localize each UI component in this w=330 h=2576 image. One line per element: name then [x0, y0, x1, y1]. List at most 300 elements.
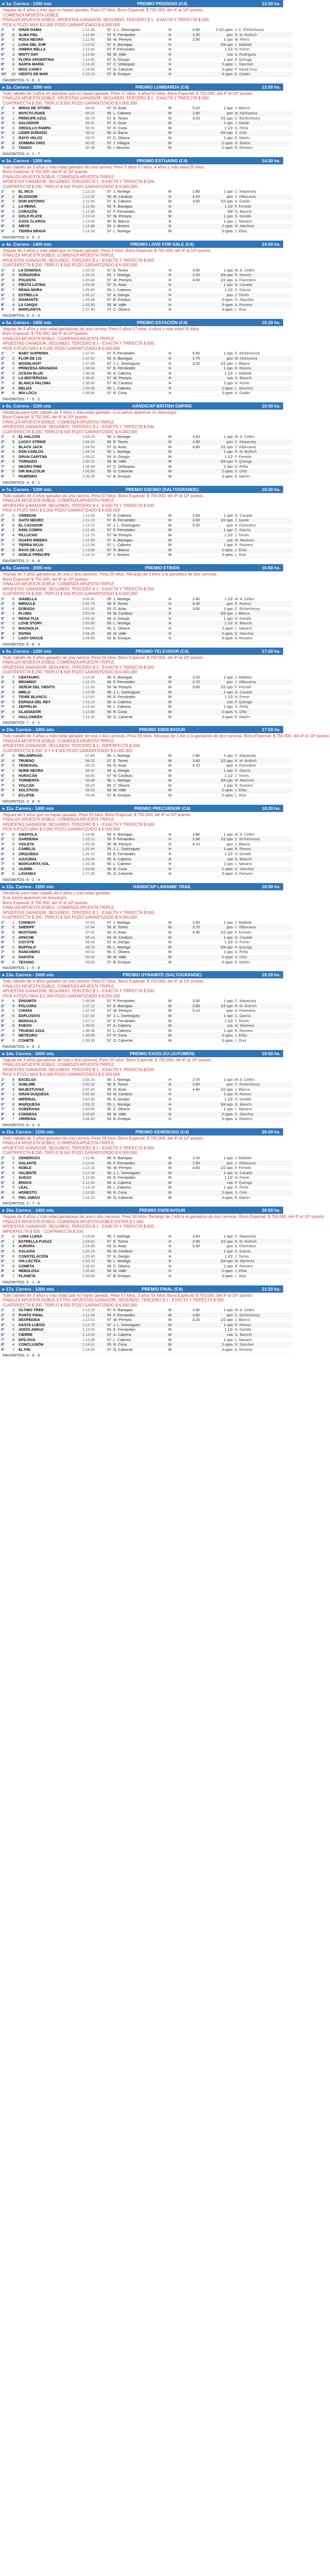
result-cell: M	[166, 199, 174, 205]
result-cell: 55	[96, 205, 112, 210]
result-row	[0, 1259, 292, 1264]
race-name: HÁNDICAP LARAMIE TRAIL	[133, 884, 192, 889]
result-cell: 55	[96, 837, 112, 842]
result-cell: 1 cpo	[201, 847, 234, 852]
result-cell: H	[166, 1087, 174, 1092]
result-cell: 6º	[0, 1259, 9, 1264]
result-cell: 1º	[0, 921, 9, 925]
result-cell: pzo	[201, 293, 234, 298]
result-cell: HASTA LUEGO	[18, 1323, 73, 1328]
result-cell: 1	[9, 283, 18, 288]
result-cell: M	[166, 680, 174, 685]
result-cell: 1:14.10	[73, 553, 96, 558]
result-cell: 56	[96, 685, 112, 690]
result-cell: L. Noriega	[112, 945, 166, 950]
result-cell: LA DOMADA	[18, 268, 73, 273]
result-row	[0, 136, 292, 141]
result-cell: 1:27.40	[73, 308, 96, 313]
result-cell	[174, 543, 201, 548]
race-conditions	[0, 1057, 283, 1078]
result-cell: F. Fernandes	[112, 1161, 166, 1166]
result-cell: F. Ferriolo	[234, 930, 292, 936]
result-cell	[174, 52, 201, 57]
result-cell: 7	[9, 351, 18, 356]
result-cell: D. Sánchez	[234, 298, 292, 303]
result-cell: A. Giorgis	[112, 768, 166, 773]
result-cell: J. L. Dominguez	[112, 690, 166, 695]
result-cell: R. Coria	[112, 1343, 166, 1348]
result-cell: M	[166, 523, 174, 528]
result-cell: D. Peña	[234, 126, 292, 131]
result-cell: 2 cpos	[201, 141, 234, 146]
result-cell: 2º	[0, 357, 9, 362]
result-cell: GOLD PLATE	[18, 214, 73, 219]
result-cell: M	[166, 960, 174, 965]
result-cell: M	[166, 533, 174, 538]
result-cell: 8º	[0, 1191, 9, 1196]
result-cell: 56	[96, 778, 112, 784]
result-cell: 1:37.62	[73, 357, 96, 362]
result-cell: G. Calvente	[112, 1038, 166, 1043]
result-cell: 1:14.30	[73, 715, 96, 720]
result-cell: O. Arias	[112, 930, 166, 936]
result-cell: C. García	[234, 1249, 292, 1255]
result-cell: 4º	[0, 450, 9, 455]
results-table	[0, 268, 292, 313]
result-cell: J. L. Dominguez	[112, 1323, 166, 1328]
result-cell: 9º	[0, 960, 9, 965]
result-cell: 8º	[0, 1033, 9, 1039]
result-cell: 6º	[0, 1180, 9, 1185]
result-row	[0, 1318, 292, 1323]
result-cell: cza	[201, 700, 234, 705]
result-cell: 56	[96, 1259, 112, 1264]
race-header[interactable]	[0, 486, 283, 493]
result-cell: 9º	[0, 636, 9, 641]
condition-line: (Los pesos aparecen en descargo).	[3, 895, 67, 901]
result-cell: 56	[96, 1234, 112, 1239]
condition-line: Bono Especial: $ 750.000, del 4º al 10º puesto.	[3, 415, 89, 420]
result-cell: 57	[96, 268, 112, 273]
result-cell: 3	[9, 268, 18, 273]
result-cell: 57	[96, 190, 112, 194]
race-header[interactable]	[0, 157, 283, 164]
result-cell: 55	[96, 302, 112, 308]
condition-line: FINALIZA APUESTA DOBLE. COMIENZA APUESTA TRIPLE.	[3, 582, 115, 586]
result-row	[0, 1249, 292, 1255]
result-cell: 9º	[0, 1117, 9, 1122]
result-cell: 55	[96, 1313, 112, 1318]
result-cell: 8	[9, 758, 18, 764]
result-cell: 7	[9, 288, 18, 293]
condition-line: Todo caballo de 3 años y más edad que no hayan ganado. Peso 57 kilos, 3 años 55 kilos. Bono Especial: $ 750.000, del 4º al 10º puesto.	[3, 1293, 253, 1298]
result-cell: J. Noriega	[112, 754, 166, 758]
result-cell: 1:12.34	[73, 1171, 96, 1176]
condition-line: Todo caballo de 3 años y más edad ganador de una carrera. Peso 5 años 57 kilos, 4 años y más edad 55 kilos.	[3, 164, 205, 170]
result-cell: C. García	[234, 288, 292, 293]
result-cell: 5º	[0, 695, 9, 700]
result-row	[0, 1117, 292, 1122]
result-cell: 5.30	[174, 1244, 201, 1249]
race-header[interactable]	[0, 83, 283, 91]
result-row	[0, 205, 292, 210]
result-cell: 58	[96, 435, 112, 439]
result-cell: 56	[96, 1171, 112, 1176]
result-cell: BRAMIDO	[18, 680, 73, 685]
race-header[interactable]	[0, 402, 283, 410]
result-cell	[174, 205, 201, 210]
result-cell: C. García	[234, 1014, 292, 1019]
result-cell: 57	[96, 136, 112, 141]
result-cell: K. Banegas	[112, 1004, 166, 1009]
result-cell: 57	[96, 773, 112, 778]
result-cell: 56	[96, 1185, 112, 1191]
result-cell	[174, 872, 201, 877]
result-cell: 1:39.80	[73, 391, 96, 396]
result-cell: 1:25.40	[73, 1254, 96, 1259]
result-cell: H	[166, 626, 174, 632]
result-cell: 1/2 cpo	[201, 1166, 234, 1171]
result-cell: C. Mayansky	[234, 1234, 292, 1239]
race-header[interactable]	[0, 726, 283, 733]
result-cell: 5º	[0, 773, 9, 778]
result-cell: EL FIN	[18, 1347, 73, 1352]
result-cell: 3.40	[174, 758, 201, 764]
result-cell: 55	[96, 872, 112, 877]
result-cell	[174, 1033, 201, 1039]
result-cell: D. Sánchez	[234, 1112, 292, 1117]
result-cell: 3º	[0, 199, 9, 205]
result-cell: DON ANTONIO	[18, 199, 73, 205]
result-cell: 1 cpo	[201, 754, 234, 758]
result-cell: 8º	[0, 469, 9, 474]
result-cell: 1º	[0, 351, 9, 356]
race-conditions	[0, 164, 283, 190]
result-cell	[174, 538, 201, 543]
result-cell: E. Torres	[112, 439, 166, 445]
result-cell: 58.14	[73, 935, 96, 940]
result-cell: H	[166, 867, 174, 872]
result-cell: 9	[9, 1264, 18, 1269]
result-cell: 4	[9, 788, 18, 793]
condition-line: PICK 4 POZO MAX $ 5.000 POZO GARANTIZADO $ 6.000.000	[3, 22, 120, 27]
race-name: PREMIO GENEROSO (C4)	[135, 1129, 189, 1134]
result-cell: pzo	[201, 439, 234, 445]
result-cell: 4º	[0, 366, 9, 371]
result-cell: M. Martínez	[234, 778, 292, 784]
result-cell: 6	[9, 190, 18, 194]
results-table	[0, 1156, 292, 1200]
result-cell: M	[166, 1308, 174, 1313]
result-cell: A. Giorgis	[112, 57, 166, 62]
race-section	[0, 241, 283, 319]
result-cell: 1:05.01	[73, 454, 96, 460]
result-cell: R. Ramos	[234, 1092, 292, 1097]
result-cell: M	[166, 121, 174, 126]
result-cell: 1	[9, 205, 18, 210]
condition-line: CUATRIFECTA $ 200. TRIPLO $ 500 POZO GARANTIZADO $ 6.000.000	[3, 591, 137, 596]
result-cell: 3º	[0, 116, 9, 121]
result-cell	[174, 553, 201, 558]
favorites-line: FAVORITOS: 4 - 9 - 2	[3, 1044, 40, 1049]
result-cell: 6º	[0, 1102, 9, 1107]
result-cell: J. Blanco	[234, 612, 292, 617]
result-cell: K. Banegas	[112, 42, 166, 47]
result-cell: 6º	[0, 700, 9, 705]
result-cell: 7	[9, 1033, 18, 1039]
result-cell	[174, 695, 201, 700]
result-cell: 55	[96, 131, 112, 136]
result-cell: LUCKY STRIKE	[18, 439, 73, 445]
result-cell: 5	[9, 273, 18, 278]
result-cell: 57	[96, 1028, 112, 1033]
result-cell: 1 cpo	[201, 1234, 234, 1239]
result-cell: K. Banegas	[112, 833, 166, 837]
result-cell: 1:26.90	[73, 302, 96, 308]
result-row	[0, 788, 292, 793]
result-cell: P. Quiroga	[234, 1180, 292, 1185]
result-cell: 1	[9, 847, 18, 852]
result-cell: 1 cpo	[201, 1337, 234, 1343]
result-cell: 2 cpos	[201, 386, 234, 391]
result-cell: 1:13.14	[73, 214, 96, 219]
result-cell: J. L. Dominguez	[112, 28, 166, 32]
result-cell: 56	[96, 715, 112, 720]
result-cell: 55	[96, 833, 112, 837]
condition-line: FINALIZA APUESTA DOBLE. COMIENZA APUESTA TRIPLE.	[3, 1141, 115, 1146]
result-cell: ROSA NEGRA	[18, 38, 73, 43]
favorites-line: FAVORITOS: 7 - 4 - 1	[3, 720, 40, 725]
result-cell: C. Olivera	[112, 950, 166, 955]
result-row	[0, 783, 292, 788]
result-cell: EL CAZADOR	[18, 523, 73, 528]
race-header[interactable]	[0, 241, 283, 248]
result-cell: pzo	[201, 925, 234, 930]
result-cell: BRISA DE OTOÑO	[18, 106, 73, 111]
result-cell: M. Cardozo	[112, 1249, 166, 1255]
result-cell: H	[166, 1078, 174, 1082]
result-cell: 9	[9, 1313, 18, 1318]
result-cell: 3/4 cpo	[201, 945, 234, 950]
result-cell: 55	[96, 146, 112, 151]
result-cell: 7	[9, 219, 18, 224]
result-cell: L. Ruiz	[234, 1038, 292, 1043]
result-cell: B. Enrique	[112, 636, 166, 641]
result-cell: M. A. Cellini	[234, 833, 292, 837]
result-cell: 1	[9, 1323, 18, 1328]
result-cell: 7º	[0, 1107, 9, 1112]
result-cell: 57	[96, 47, 112, 53]
condition-line: FINALIZA APUESTA DOBLE. COMIENZA APUESTA TRIPLE.	[3, 336, 115, 341]
result-cell: 6	[9, 833, 18, 837]
result-cell: AUDAZ	[18, 1176, 73, 1181]
result-cell: 57	[96, 1254, 112, 1259]
result-cell: 5º	[0, 533, 9, 538]
result-cell: L. Cabrera	[112, 386, 166, 391]
result-cell: 8º	[0, 631, 9, 636]
result-row	[0, 700, 292, 705]
result-cell	[174, 469, 201, 474]
result-cell: H	[166, 1264, 174, 1269]
result-cell: 8º	[0, 788, 9, 793]
result-cell: M	[166, 1343, 174, 1348]
race-conditions	[0, 493, 283, 514]
result-cell: 1	[9, 921, 18, 925]
result-cell: 5º	[0, 47, 9, 53]
result-cell: AMAPOLA	[18, 833, 73, 837]
result-cell: 55	[96, 626, 112, 632]
race-header[interactable]	[0, 805, 283, 812]
result-cell	[174, 1024, 201, 1029]
result-cell: 57	[96, 999, 112, 1004]
result-cell: 56	[96, 1191, 112, 1196]
result-cell: 6º	[0, 778, 9, 784]
result-cell: S. Ortiz	[234, 469, 292, 474]
race-name: PREMIO ESTUARIO (C4)	[136, 158, 188, 163]
result-row	[0, 366, 292, 371]
result-cell: 1:12.44	[73, 1313, 96, 1318]
result-cell: 1:36.90	[73, 999, 96, 1004]
condition-line: PICK 4 POZO MAX $ 5.000 POZO GARANTIZADO $ 6.000.000	[3, 508, 120, 513]
result-cell: 3º	[0, 930, 9, 936]
result-cell: ORQUÍDEA	[18, 852, 73, 857]
condition-line: FINALIZA APUESTA DOBLE. COMIENZA APUESTA TRIPLE.	[3, 174, 115, 179]
result-cell: 1º	[0, 597, 9, 602]
favorites-line: FAVORITOS: 7 - 5 - 2	[3, 396, 40, 401]
result-cell: 1:12.46	[73, 528, 96, 533]
result-cell: M. Valle	[112, 52, 166, 57]
result-cell	[174, 1092, 201, 1097]
result-cell: M	[166, 715, 174, 720]
result-cell: 57	[96, 298, 112, 303]
race-header[interactable]	[0, 0, 283, 7]
race-header[interactable]	[0, 564, 283, 571]
result-cell: 4	[9, 680, 18, 685]
result-cell: 5º	[0, 288, 9, 293]
result-cell: M. A. Cellini	[234, 1078, 292, 1082]
condition-line: FINALIZA APUESTA DOBLE. COMIENZA APUESTA TRIPLE.	[3, 905, 115, 910]
result-cell: pzo	[201, 1161, 234, 1166]
result-cell: L. Noriega	[112, 1102, 166, 1107]
result-cell: 5	[9, 700, 18, 705]
result-cell: H	[166, 1117, 174, 1122]
result-cell: 9	[9, 690, 18, 695]
result-cell: M	[166, 685, 174, 690]
result-cell: 1	[9, 445, 18, 450]
result-cell: 58.02	[73, 758, 96, 764]
result-cell: H	[166, 224, 174, 229]
result-cell: 1:12.90	[73, 209, 96, 214]
result-cell: 2 cpos	[201, 793, 234, 798]
result-cell: J. L. Dominguez	[112, 523, 166, 528]
result-cell: S. Ortiz	[234, 131, 292, 136]
race-header[interactable]	[0, 648, 283, 655]
result-cell: K. Banegas	[112, 675, 166, 680]
result-cell: L. Ruiz	[234, 1274, 292, 1279]
result-cell	[174, 705, 201, 710]
result-cell: 9	[9, 1102, 18, 1107]
result-cell: 1 cpo	[201, 381, 234, 386]
result-cell: J. Elías	[234, 1269, 292, 1274]
condition-line: APUESTAS GANADOR, SEGUNDO, TERCERO $ 1 - EXACTA Y TRIFECTA $ 500.	[3, 425, 155, 430]
condition-line: FINALIZA APUESTA DOBLE. COMIENZA APUESTA DOBLE-EXTRA $ 1.000.	[3, 1219, 145, 1224]
result-cell: 1 cpo	[201, 283, 234, 288]
condition-line: FINALIZA APUESTA DOBLE. APUESTAS GANADOR, SEGUNDO, TERCERO $ 1 - EXACTA Y TRIFECTA $ 500.	[3, 96, 210, 101]
race-header[interactable]	[0, 1050, 283, 1057]
race-header[interactable]	[0, 319, 283, 326]
race-header[interactable]	[0, 1128, 283, 1136]
result-cell: 2.70	[174, 1078, 201, 1082]
result-cell: M	[166, 1347, 174, 1352]
result-row	[0, 1333, 292, 1338]
result-cell: 6º	[0, 621, 9, 626]
result-cell: 1:12.51	[73, 1318, 96, 1323]
result-cell: 58.88	[73, 778, 96, 784]
race-number-distance: ▸ 4a. Carrera - 1400 mts	[3, 241, 51, 247]
result-cell: 57	[96, 793, 112, 798]
result-cell: 1:13.40	[73, 219, 96, 224]
result-cell: 2:02.10	[73, 1078, 96, 1082]
result-cell: M	[166, 1038, 174, 1043]
result-row	[0, 852, 292, 857]
result-cell: 58.41	[73, 106, 96, 111]
result-cell: BLACK JACK	[18, 445, 73, 450]
result-cell: H	[166, 67, 174, 72]
result-cell: 1:26.90	[73, 1274, 96, 1279]
race-header[interactable]	[0, 1207, 283, 1214]
result-cell: A. Cabrera	[112, 514, 166, 518]
result-cell: M	[166, 1019, 174, 1024]
result-cell: 54	[96, 935, 112, 940]
result-cell: K. Banegas	[112, 357, 166, 362]
result-cell: 1 cpo	[201, 690, 234, 695]
result-cell: 3 cpos	[201, 872, 234, 877]
result-cell: SIR MALCOLM	[18, 469, 73, 474]
race-header[interactable]	[0, 1285, 283, 1293]
result-cell: CAMELIA	[18, 847, 73, 852]
result-cell: J. L. Dominguez	[112, 1171, 166, 1176]
result-cell: L. Noriega	[112, 450, 166, 455]
result-cell: 1:39.30	[73, 1038, 96, 1043]
result-cell: 7º	[0, 381, 9, 386]
result-cell	[174, 1171, 201, 1176]
result-cell: 56	[96, 700, 112, 705]
result-cell: 1 1/2	[201, 533, 234, 538]
result-cell: 1 1/2	[201, 288, 234, 293]
result-cell: E. Fernández	[112, 32, 166, 38]
race-header[interactable]	[0, 883, 283, 890]
result-cell: C. Velázquez	[112, 464, 166, 469]
favorites-line: FAVORITOS: 5 - 1 - 8	[3, 1279, 40, 1284]
result-cell: M	[166, 758, 174, 764]
result-cell: H	[166, 293, 174, 298]
result-cell: R. Blanco	[112, 219, 166, 224]
result-cell: H	[166, 1234, 174, 1239]
condition-line: CUATRIFECTA $ 200. TRIPLO $ 500 POZO GARANTIZADO $ 6.000.000	[3, 1302, 137, 1308]
result-cell: 55	[96, 1117, 112, 1122]
result-cell	[174, 72, 201, 77]
result-row	[0, 950, 292, 955]
result-cell: G. Casado	[234, 283, 292, 288]
race-header[interactable]	[0, 971, 283, 978]
result-cell: N. Ferrer	[234, 47, 292, 53]
result-cell: 3 cpos	[201, 391, 234, 396]
result-cell: 7	[9, 636, 18, 641]
result-cell	[174, 47, 201, 53]
result-cell: 1:12.21	[73, 523, 96, 528]
result-cell: 1/2 cpo	[201, 1239, 234, 1244]
result-cell: J. Elías	[234, 1033, 292, 1039]
